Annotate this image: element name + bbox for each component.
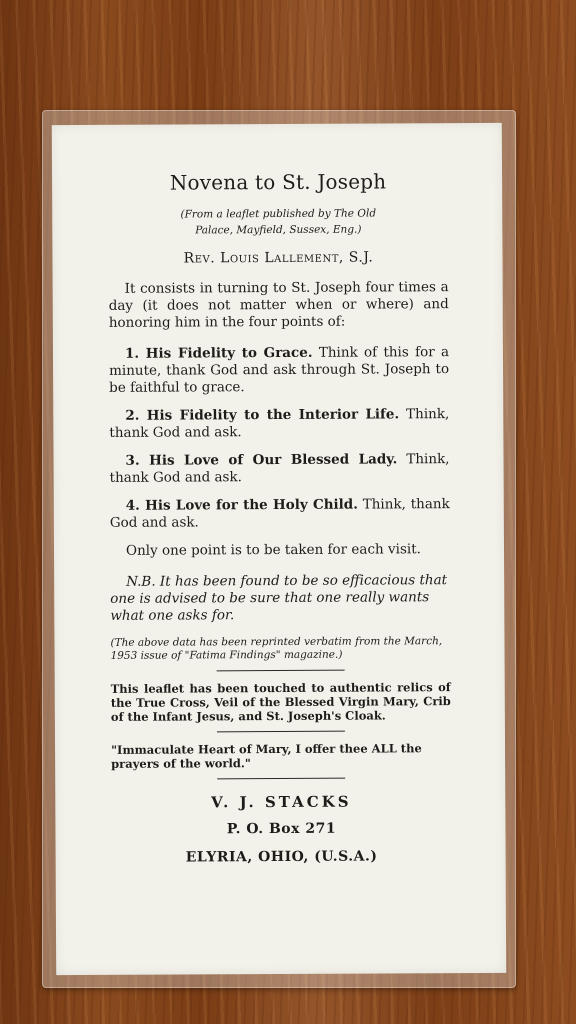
point-4-text: Think, thank God and ask. — [109, 496, 450, 531]
card-title: Novena to St. Joseph — [169, 169, 387, 195]
point-2 — [109, 406, 449, 442]
publisher-block — [111, 792, 451, 866]
point-2-text: Think, thank God and ask. — [109, 406, 450, 441]
prayer-card — [52, 123, 506, 975]
divider-2 — [217, 731, 345, 733]
point-1-text: Think of this for a minute, thank God and ask through St. Joseph to be faithful to grace. — [109, 344, 450, 396]
card-content — [108, 169, 452, 866]
point-2-heading: 2. His Fidelity to the Interior Life. — [125, 406, 400, 424]
publisher-name: V. J. STACKS — [211, 792, 352, 812]
source-note — [108, 205, 448, 239]
point-3-heading: 3. His Love of Our Blessed Lady. — [125, 451, 398, 469]
intro-paragraph: It consists in turning to St. Joseph four times a day (it does not matter when or where) and honoring him in the four points of: — [108, 279, 449, 331]
author-line: Rev. Louis Lallement, S.J. — [183, 249, 374, 267]
point-4 — [110, 496, 450, 532]
divider-3 — [217, 778, 345, 780]
point-1 — [109, 344, 449, 397]
point-4-heading: 4. His Love for the Holy Child. — [125, 496, 358, 514]
point-1-heading: 1. His Fidelity to Grace. — [124, 344, 313, 362]
divider-1 — [217, 670, 345, 672]
source-line-2: Palace, Mayfield, Sussex, Eng.) — [195, 223, 362, 237]
point-3 — [109, 451, 449, 487]
reprint-note: (The above data has been reprinted verbatim from the March, 1953 issue of "Fatima Findings" magazine.) — [110, 635, 443, 662]
publisher-city: ELYRIA, OHIO, (U.S.A.) — [185, 848, 378, 866]
point-3-text: Think, thank God and ask. — [109, 451, 450, 486]
nb-note: N.B. It has been found to be so efficacious that one is advised to be sure that one really wants what one asks for. — [110, 572, 448, 624]
prayer-quote: "Immaculate Heart of Mary, I offer thee ALL the prayers of the world." — [111, 741, 422, 771]
relic-note: This leaflet has been touched to authentic relics of the True Cross, Veil of the Blessed Virgin Mary, Crib of the Infant Jesus, and St. Joseph's Cloak. — [110, 680, 451, 724]
source-line-1: (From a leaflet published by The Old — [180, 207, 377, 221]
one-point-note: Only one point is to be taken for each visit. — [125, 541, 421, 559]
publisher-box: P. O. Box 271 — [226, 820, 337, 838]
